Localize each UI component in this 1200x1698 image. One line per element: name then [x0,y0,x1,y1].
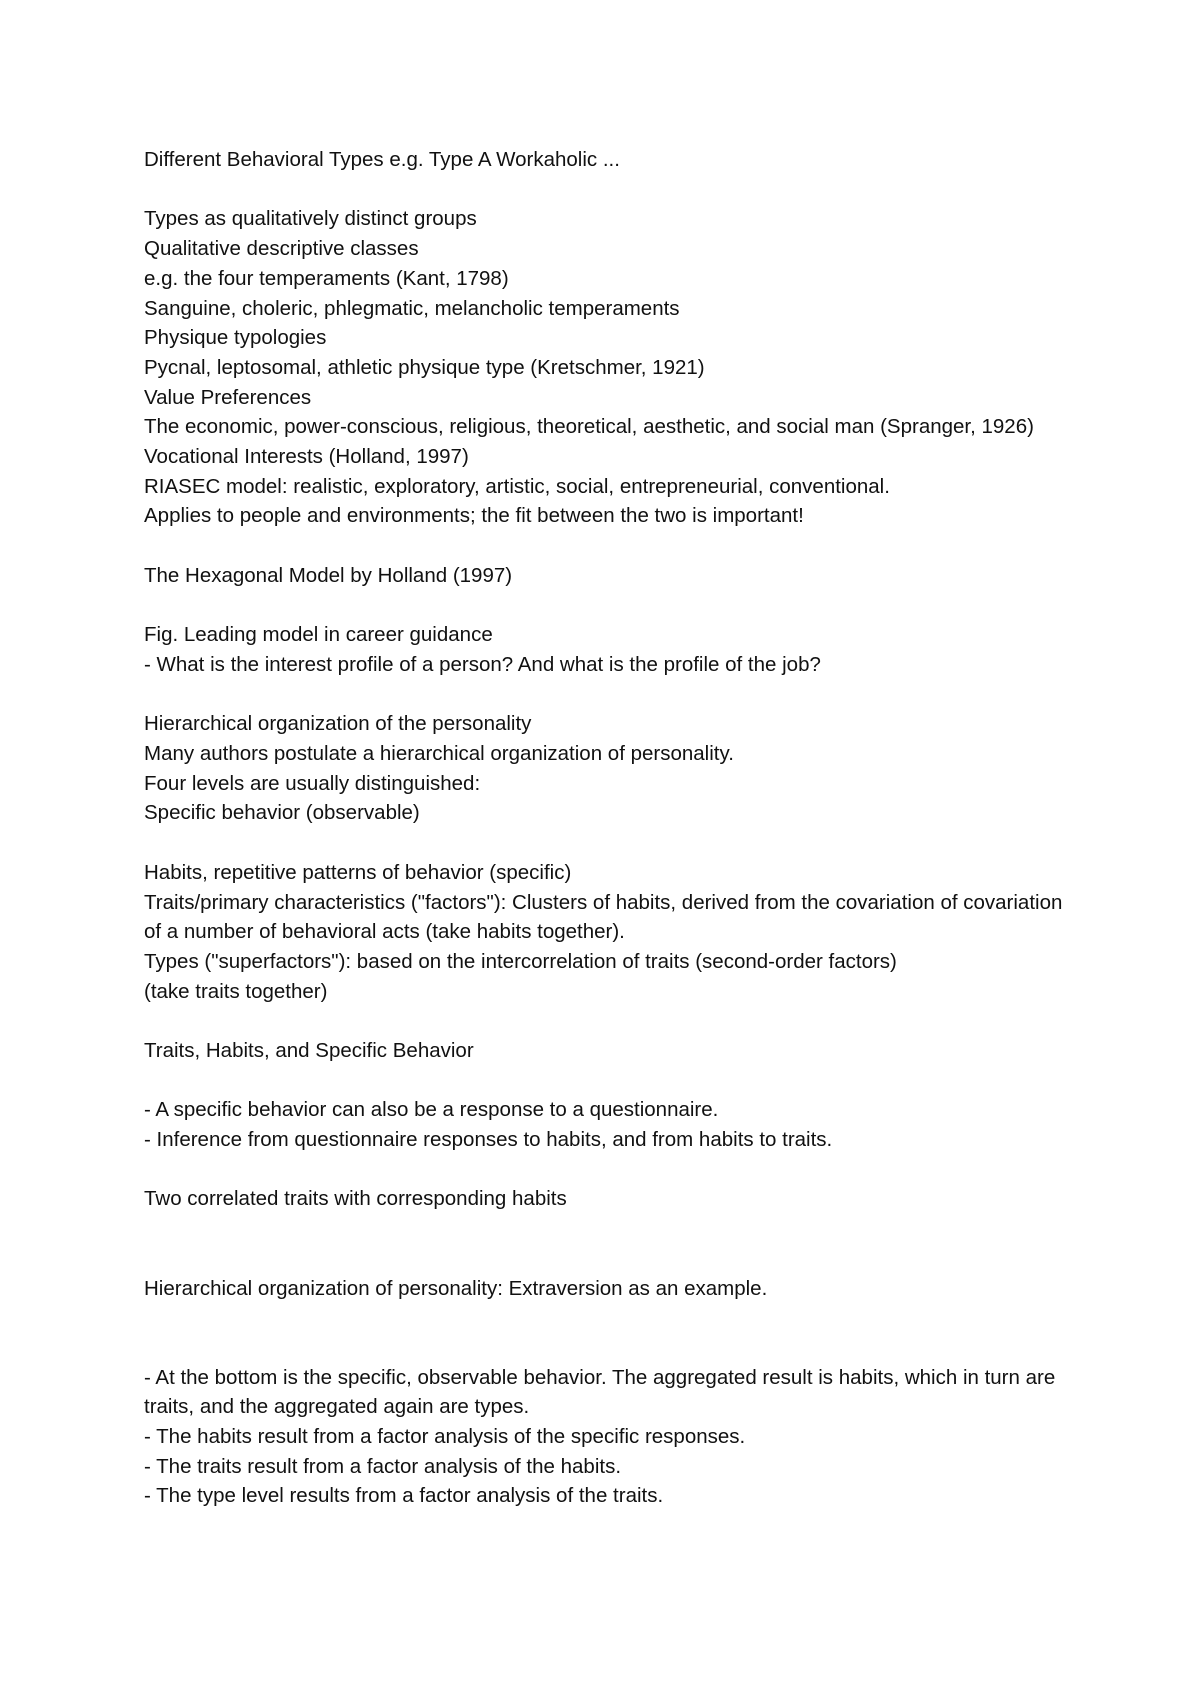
text-line-heading: Traits, Habits, and Specific Behavior [144,1039,474,1062]
text-line: Specific behavior (observable) [144,801,420,825]
blank-line [144,1066,1064,1096]
text-line: e.g. the four temperaments (Kant, 1798) [144,266,509,290]
text-line: - Inference from questionnaire responses to habits, and from habits to traits. [144,1128,833,1152]
text-line: Traits/primary characteristics ("factors"): Clusters of habits, derived from the covariation of covariation of a number of behavioral acts (take habits together). [144,890,1063,944]
blank-line [144,680,1064,710]
text-line-heading: Different Behavioral Types e.g. Type A Workaholic ... [144,148,620,171]
text-line: The economic, power-conscious, religious, theoretical, aesthetic, and social man (Spranger, 1926) [144,415,1034,439]
text-line: Qualitative descriptive classes [144,237,419,261]
text-line: - The traits result from a factor analysis of the habits. [144,1454,622,1478]
text-line: Types ("superfactors"): based on the intercorrelation of traits (second-order factors) [144,949,897,973]
blank-line [144,1006,1064,1036]
text-line: Types as qualitatively distinct groups [144,207,477,231]
text-line-heading: The Hexagonal Model by Holland (1997) [144,563,513,587]
blank-line [144,1214,1064,1273]
text-line: Vocational Interests (Holland, 1997) [144,445,469,469]
blank-line [144,828,1064,858]
text-line: - The type level results from a factor analysis of the traits. [144,1484,664,1508]
text-line-heading: Two correlated traits with corresponding habits [144,1187,567,1211]
text-line: Many authors postulate a hierarchical organization of personality. [144,742,734,765]
text-line: RIASEC model: realistic, exploratory, artistic, social, entrepreneurial, conventional. [144,474,890,498]
text-line: - What is the interest profile of a person? And what is the profile of the job? [144,652,821,676]
text-line: Value Preferences [144,385,312,409]
text-line-heading: Hierarchical organization of personality: Extraversion as an example. [144,1276,768,1300]
figure-caption: Fig. Leading model in career guidance [144,623,493,647]
text-line: - At the bottom is the specific, observable behavior. The aggregated result is habits, which in turn are traits, and the aggregated again are types. [144,1365,1056,1419]
document-body [144,145,1064,1511]
text-line-heading: Hierarchical organization of the personality [144,712,532,736]
text-line: Habits, repetitive patterns of behavior (specific) [144,860,572,884]
blank-line [144,1303,1064,1362]
text-line: (take traits together) [144,979,328,1003]
text-line: - A specific behavior can also be a response to a questionnaire. [144,1098,719,1122]
text-line: Physique typologies [144,326,327,350]
blank-line [144,1155,1064,1185]
text-line: Sanguine, choleric, phlegmatic, melancholic temperaments [144,296,680,320]
blank-line [144,531,1064,561]
blank-line [144,591,1064,621]
text-line: Four levels are usually distinguished: [144,771,481,795]
text-line: Pycnal, leptosomal, athletic physique type (Kretschmer, 1921) [144,355,705,379]
text-line: Applies to people and environments; the fit between the two is important! [144,504,804,528]
blank-line [144,175,1064,205]
text-line: - The habits result from a factor analysis of the specific responses. [144,1425,746,1449]
